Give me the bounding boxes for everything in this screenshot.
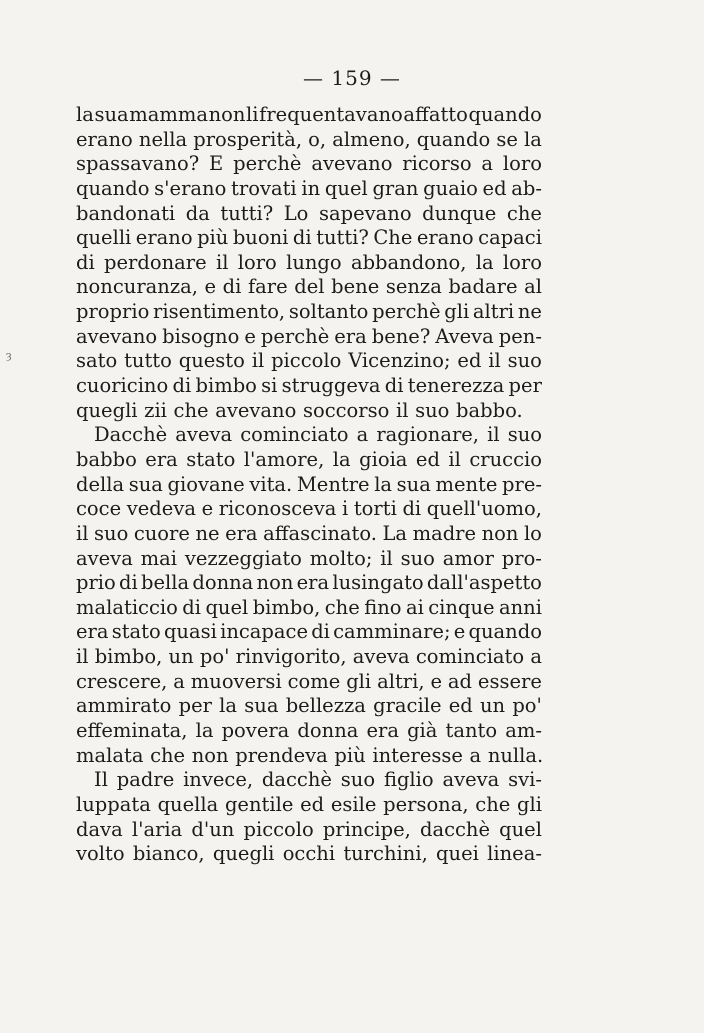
text-line: spassavano? E perchè avevano ricorso a loro	[76, 152, 542, 176]
text-line: effeminata, la povera donna era già tanto am-	[76, 719, 542, 743]
text-line: dava l'aria d'un piccolo principe, dacchè quel	[76, 817, 542, 841]
text-line: malata che non prendeva più interesse a nulla.	[76, 743, 544, 767]
text-line: proprio risentimento, soltanto perchè gli altri ne	[76, 300, 542, 324]
text-line: quando s'erano trovati in quel gran guaio ed ab-	[76, 176, 542, 200]
text-line: era stato quasi incapace di camminare; e quando	[76, 620, 542, 644]
text-line: ammirato per la sua bellezza gracile ed un po'	[76, 694, 542, 718]
text-line: quegli zii che avevano soccorso il suo babbo.	[76, 398, 523, 422]
text-line: coce vedeva e riconosceva i torti di quell'uomo,	[76, 497, 542, 521]
text-line: cuoricino di bimbo si struggeva di tenerezza per	[76, 374, 542, 398]
text-line: crescere, a muoversi come gli altri, e ad essere	[76, 669, 542, 693]
text-line: aveva mai vezzeggiato molto; il suo amor pro-	[76, 546, 542, 570]
body-text	[76, 103, 542, 867]
text-line: quelli erano più buoni di tutti? Che erano capaci	[76, 226, 542, 250]
text-line: avevano bisogno e perchè era bene? Aveva pen-	[76, 324, 542, 348]
page-number: — 159 —	[303, 66, 401, 90]
text-line: prio di bella donna non era lusingato dall'aspetto	[76, 571, 542, 595]
text-line: malaticcio di quel bimbo, che fino ai cinque anni	[76, 595, 542, 619]
text-line: erano nella prosperità, o, almeno, quando se la	[76, 127, 542, 151]
text-line: Il padre invece, dacchè suo figlio aveva svi-	[94, 768, 542, 792]
margin-mark: ȝ	[6, 349, 12, 362]
text-line: luppata quella gentile ed esile persona, che gli	[76, 792, 542, 816]
text-line: della sua giovane vita. Mentre la sua mente pre-	[76, 472, 542, 496]
text-line: il bimbo, un po' rinvigorito, aveva cominciato a	[76, 645, 542, 669]
text-line: babbo era stato l'amore, la gioia ed il cruccio	[76, 447, 542, 471]
text-line: il suo cuore ne era affascinato. La madre non lo	[76, 521, 542, 545]
text-line: di perdonare il loro lungo abbandono, la loro	[76, 250, 542, 274]
text-line: Dacchè aveva cominciato a ragionare, il suo	[94, 423, 542, 447]
text-line: volto bianco, quegli occhi turchini, quei linea-	[76, 842, 542, 866]
text-line: noncuranza, e di fare del bene senza badare al	[76, 275, 542, 299]
text-line: la sua mamma non li frequentavano affatto quando	[76, 103, 542, 126]
text-line: bandonati da tutti? Lo sapevano dunque che	[76, 201, 542, 225]
text-line: sato tutto questo il piccolo Vicenzino; ed il suo	[76, 349, 542, 373]
